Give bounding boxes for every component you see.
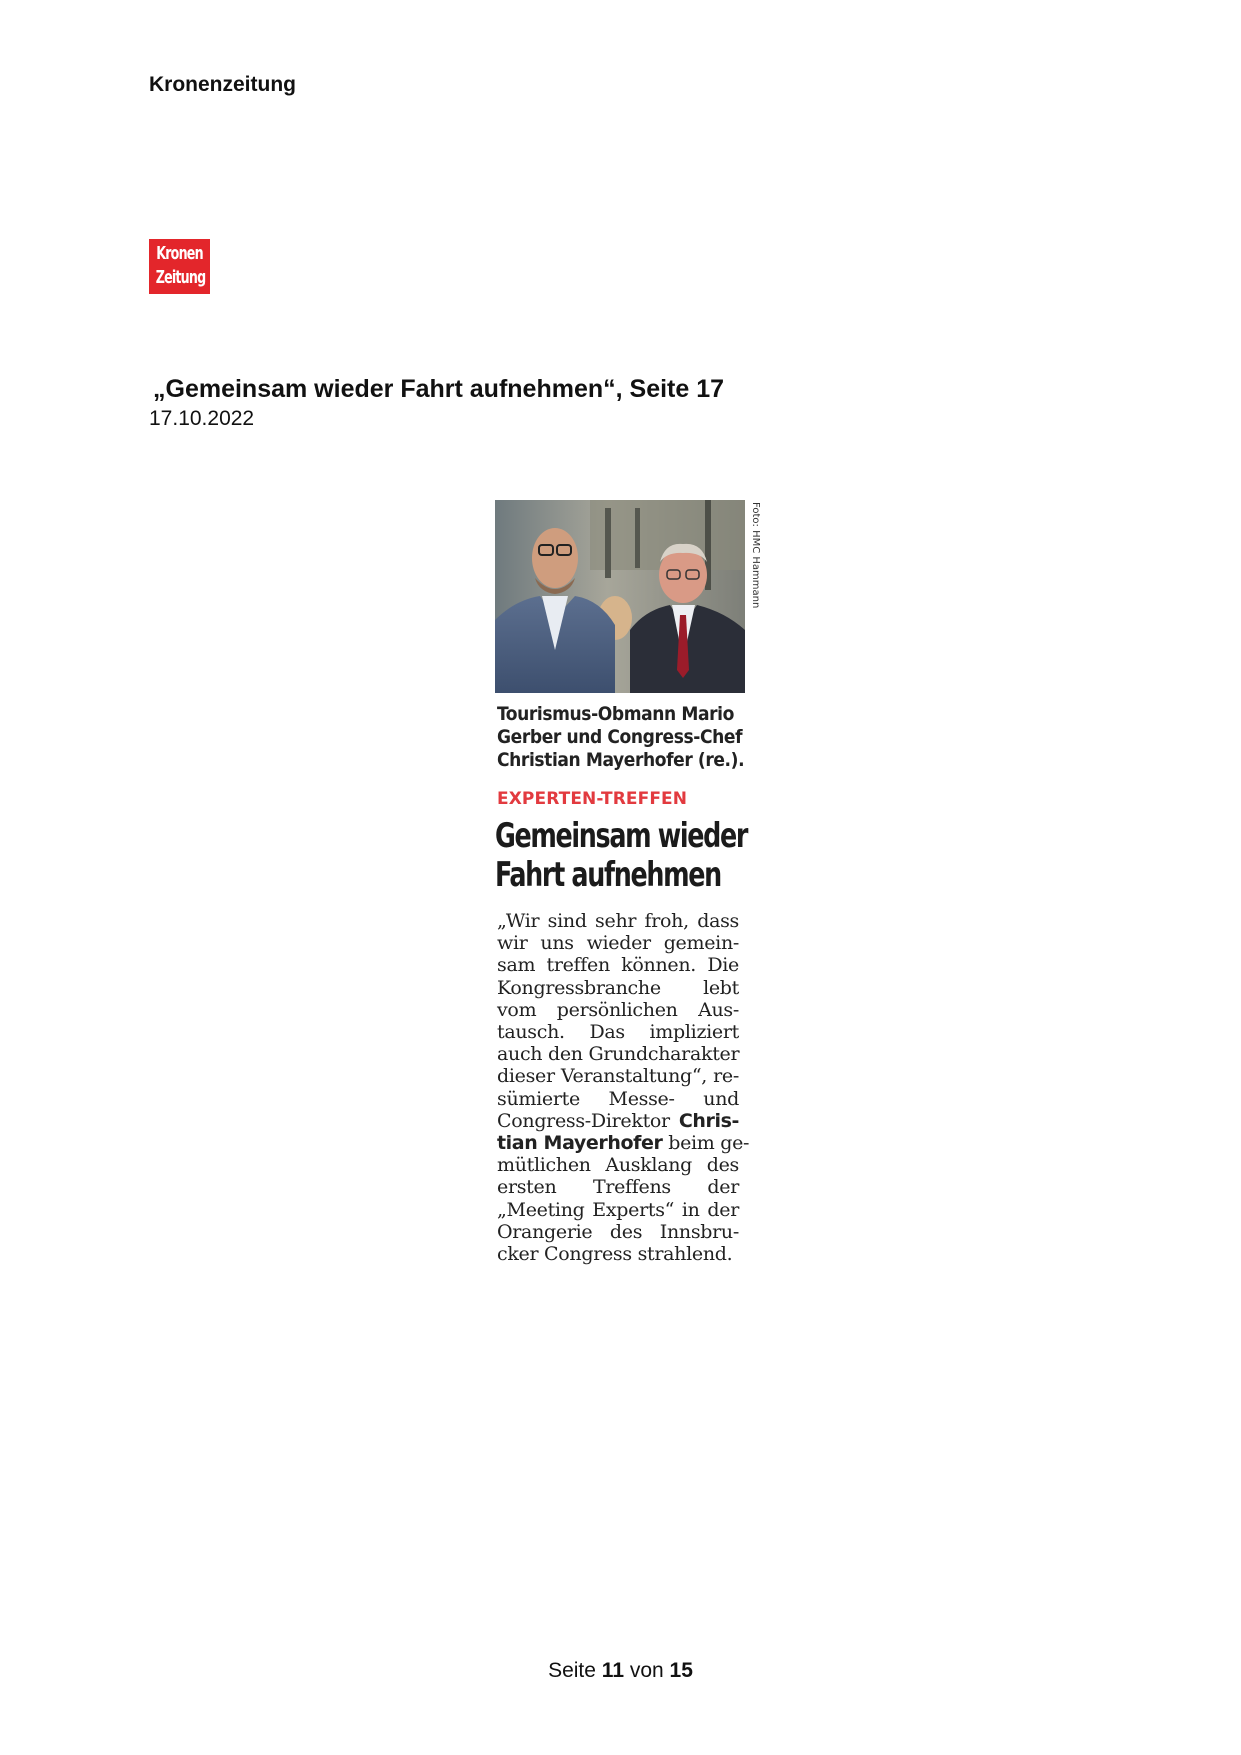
document-date: 17.10.2022 [149,407,255,430]
headline-line-2: Fahrt aufnehmen [495,855,721,895]
body-text-run: Congress-Direktor [497,1109,670,1132]
article-headline [495,817,767,895]
body-text-run: beim ge- [668,1132,750,1155]
footer-prefix: Seite [548,1659,596,1682]
photo-two-men [495,500,745,693]
body-line: dieser Veranstaltung“, re- [497,1065,739,1088]
headline-line-1: Gemeinsam wieder [495,816,748,856]
body-line: mütlichen Ausklang des [497,1154,739,1177]
body-line: auch den Grundcharakter [497,1043,740,1066]
body-line: tausch. Das impliziert [497,1021,739,1044]
body-line: sümierte Messe- und [497,1087,739,1110]
logo-line-2: Zeitung [155,267,206,288]
footer-middle: von [629,1659,664,1682]
kronen-zeitung-logo [149,239,210,294]
body-line: cker Congress strahlend. [497,1243,733,1266]
body-line: „Meeting Experts“ in der [497,1198,739,1221]
page-footer [0,1659,1241,1683]
body-line: „Wir sind sehr froh, dass [497,910,739,932]
photo-caption: Tourismus-Obmann Mario Gerber und Congress-Chef Christian Mayerhofer (re.). [497,703,745,771]
body-line: sam treffen können. Die [497,954,739,977]
body-line [497,1132,750,1155]
photo-credit: Foto: HMC Hammann [750,502,761,609]
logo-line-1: Kronen [156,243,203,264]
source-header: Kronenzeitung [149,73,296,96]
body-line [497,1110,739,1132]
body-line: ersten Treffens der [497,1176,739,1199]
body-name-bold: tian Mayerhofer [497,1132,663,1155]
body-line: wir uns wieder gemein- [497,932,739,955]
article-body [497,910,750,1266]
body-line: Kongressbranche lebt [497,976,739,999]
body-line: vom persönlichen Aus- [497,998,739,1021]
footer-total-pages: 15 [669,1659,693,1682]
body-line: Orangerie des Innsbru- [497,1220,739,1243]
article-kicker: EXPERTEN-TREFFEN [497,789,688,809]
document-title: „Gemeinsam wieder Fahrt aufnehmen“, Seite 17 [153,375,725,403]
body-name-bold: Chris- [678,1109,739,1132]
footer-current-page: 11 [601,1659,624,1682]
